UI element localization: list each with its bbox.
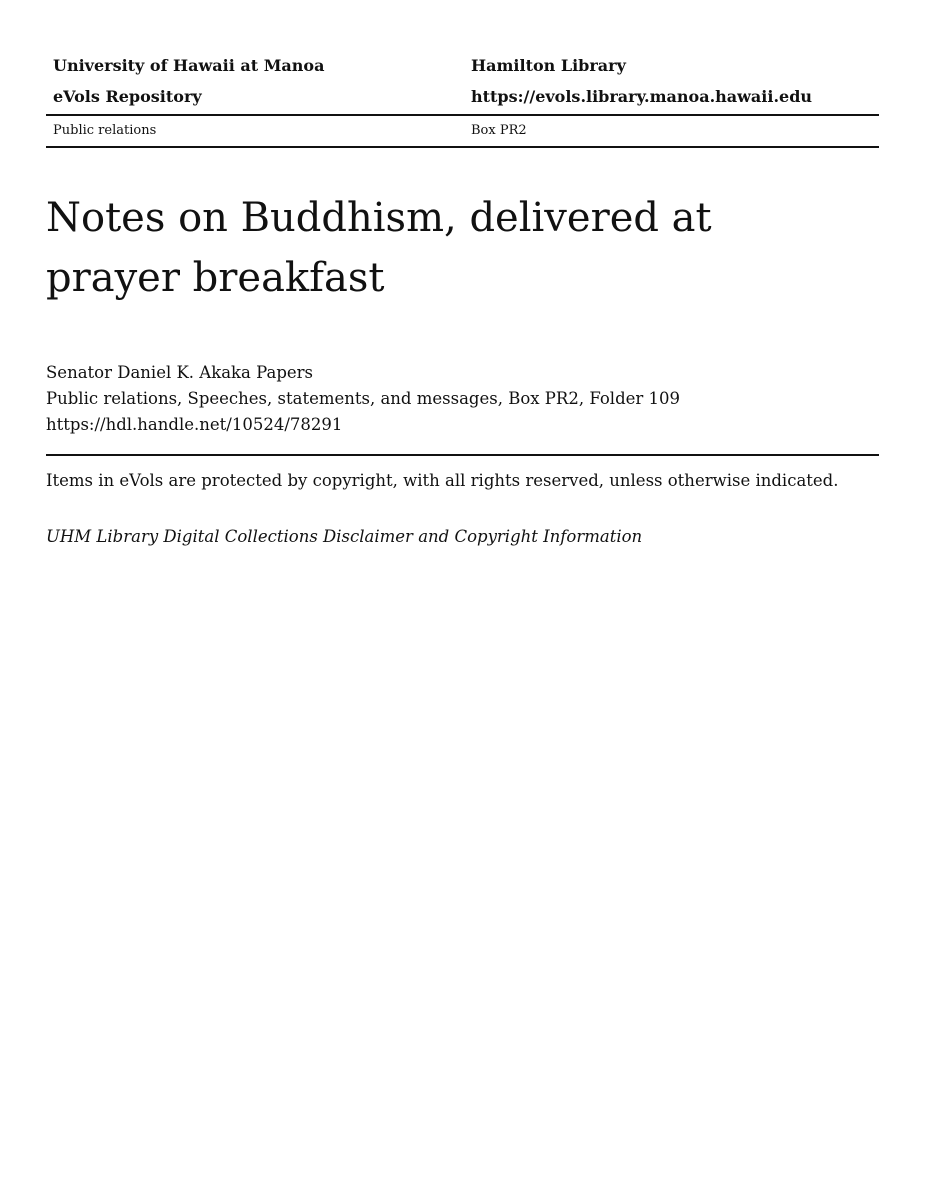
institution-name: University of Hawaii at Manoa: [53, 56, 325, 75]
folder-location: Public relations, Speeches, statements, and messages, Box PR2, Folder 109: [46, 389, 681, 408]
series-name: Public relations: [53, 123, 157, 138]
document-title: Notes on Buddhism, delivered at prayer breakfast: [46, 195, 712, 301]
header-divider-bottom: [46, 146, 879, 148]
box-label: Box PR2: [471, 123, 527, 138]
header-row-institution: [46, 52, 879, 83]
repository-url-link[interactable]: https://evols.library.manoa.hawaii.edu: [471, 87, 813, 106]
repository-name: eVols Repository: [53, 87, 202, 106]
collection-name: Senator Daniel K. Akaka Papers: [46, 363, 314, 382]
document-metadata: [46, 360, 680, 438]
handle-link[interactable]: https://hdl.handle.net/10524/78291: [46, 415, 343, 434]
header-row-series: [46, 116, 879, 146]
library-name: Hamilton Library: [471, 56, 626, 75]
disclaimer-link[interactable]: UHM Library Digital Collections Disclaimer and Copyright Information: [46, 527, 643, 546]
header-row-repository: [46, 83, 879, 114]
header-table: [46, 52, 879, 148]
copyright-notice: Items in eVols are protected by copyright, with all rights reserved, unless otherwise indicated.: [46, 471, 839, 490]
metadata-divider: [46, 454, 879, 456]
